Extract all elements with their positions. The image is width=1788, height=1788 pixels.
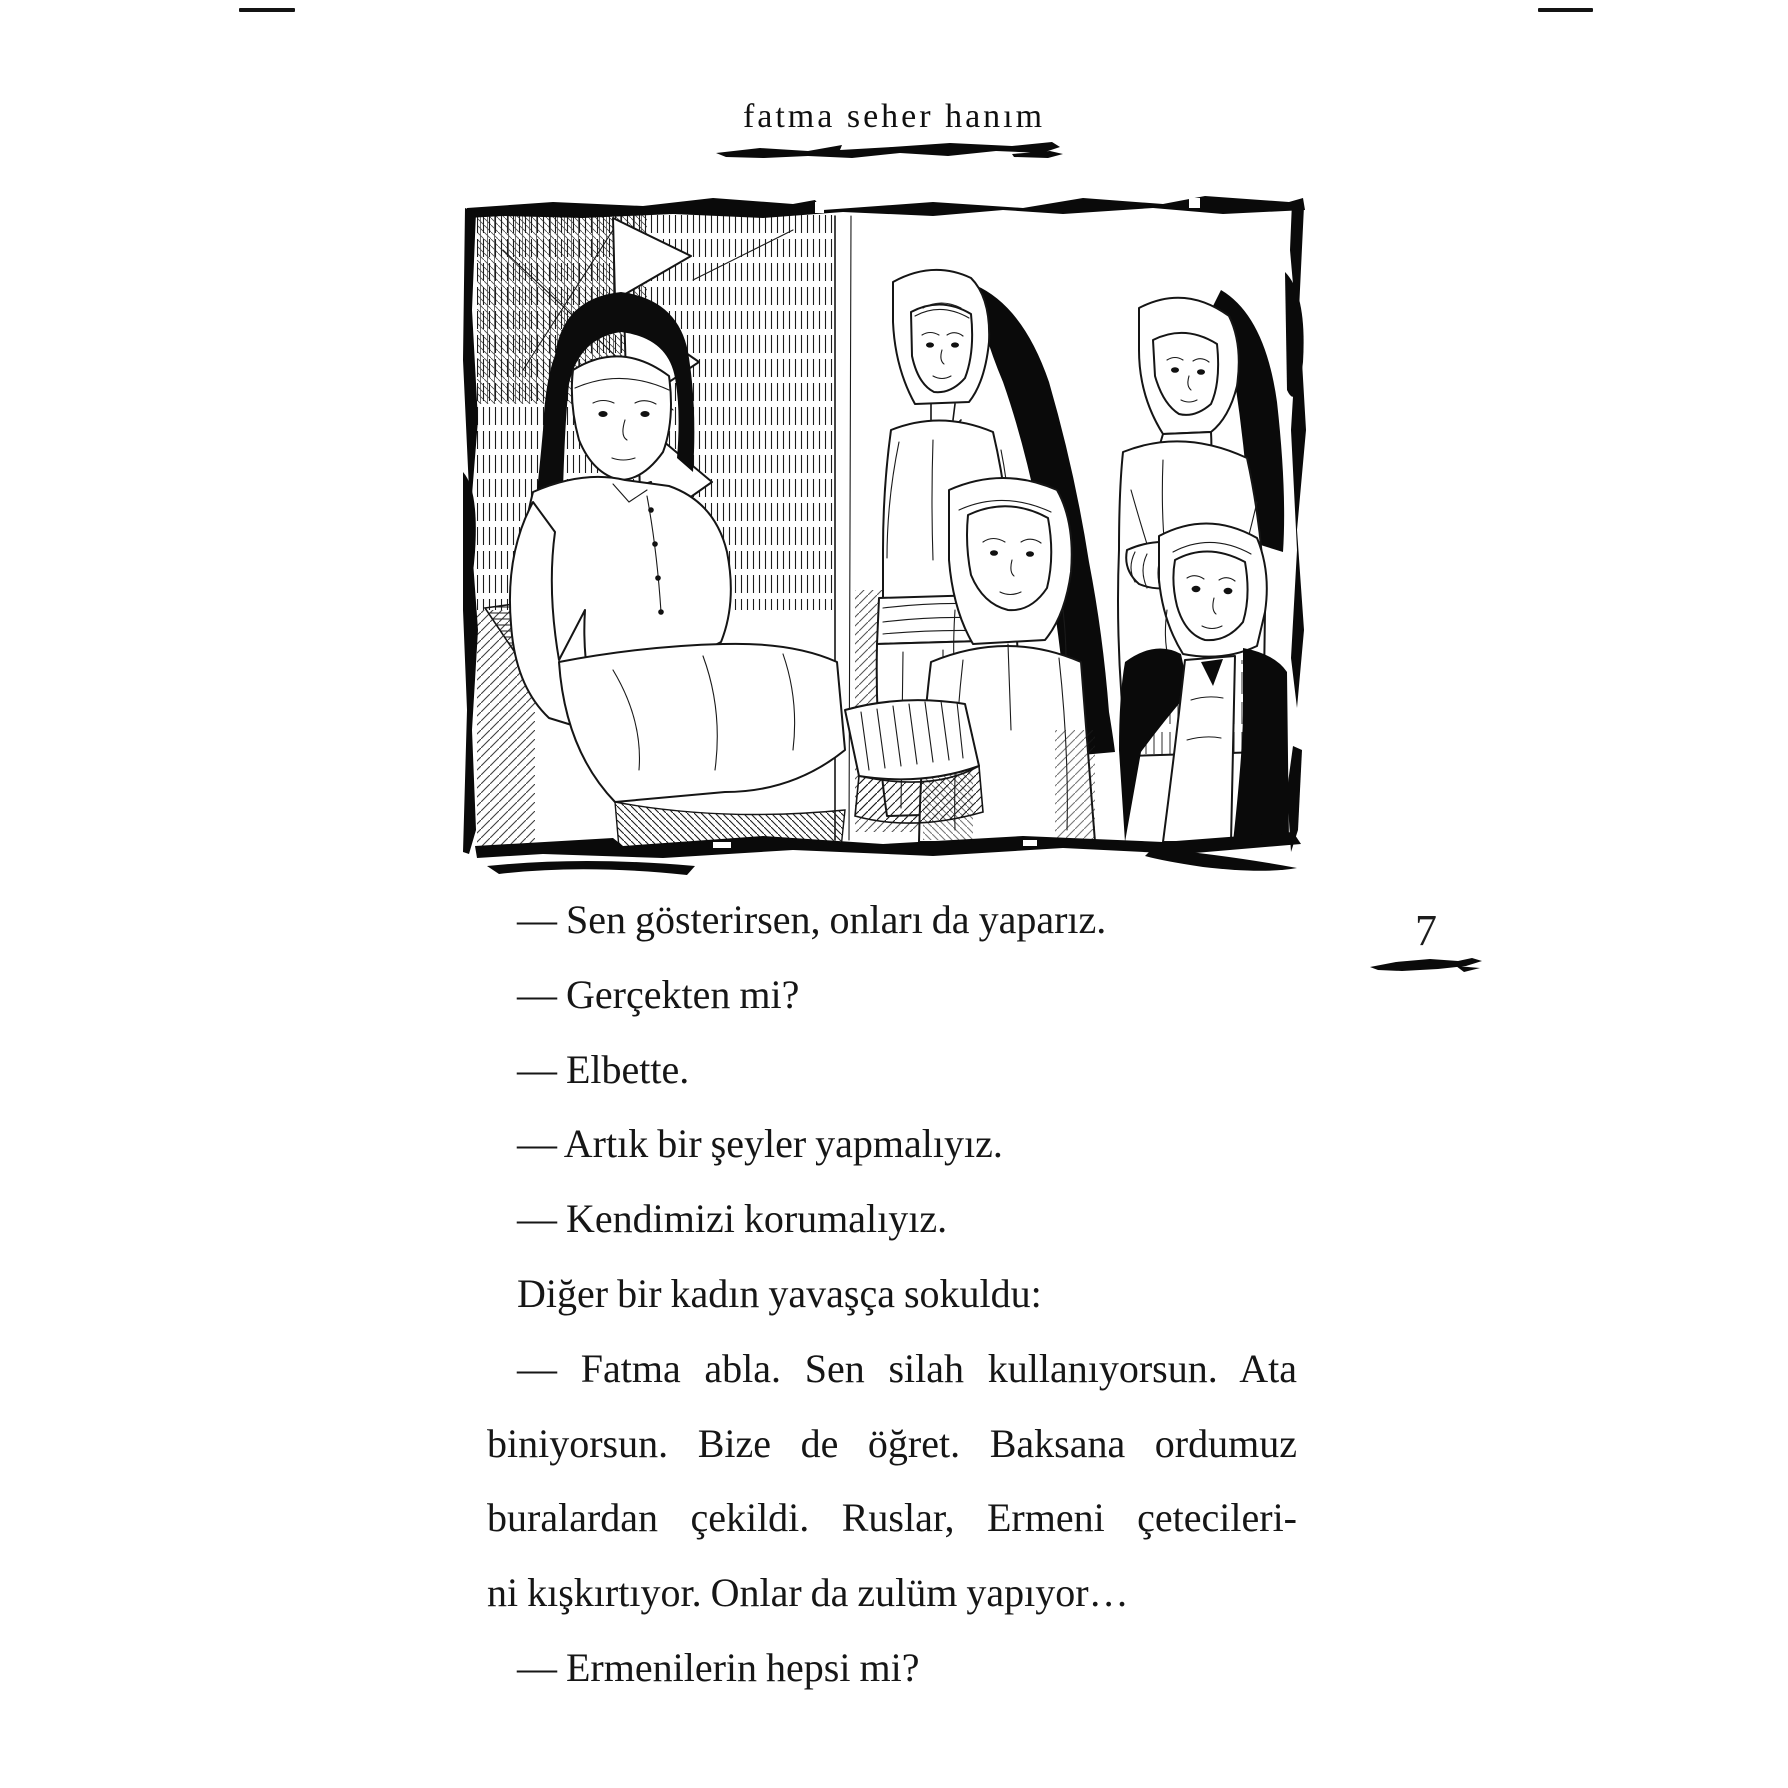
body-line: Diğer bir kadın yavaşça sokuldu: bbox=[517, 1270, 1042, 1316]
body-line: biniyorsun. Bize de öğret. Baksana ordumuz bbox=[487, 1420, 1297, 1466]
body-line: — Gerçekten mi? bbox=[517, 971, 800, 1017]
running-header-title: fatma seher hanım bbox=[742, 98, 1046, 135]
body-text-block bbox=[487, 883, 1297, 1706]
body-line: — Sen gösterirsen, onları da yaparız. bbox=[517, 897, 1107, 942]
body-line: buralardan çekildi. Ruslar, Ermeni çetecileri- bbox=[487, 1495, 1297, 1541]
crop-mark-top-right bbox=[1538, 8, 1593, 12]
story-illustration bbox=[463, 190, 1309, 884]
body-line: — Artık bir şeyler yapmalıyız. bbox=[517, 1121, 1003, 1167]
page-number: 7 bbox=[1415, 906, 1437, 955]
crop-mark-top-left bbox=[239, 8, 295, 12]
brush-underline-icon bbox=[712, 138, 1064, 164]
body-line: — Kendimizi korumalıyız. bbox=[517, 1196, 948, 1242]
body-line: ni kışkırtıyor. Onlar da zulüm yapıyor… bbox=[487, 1570, 1129, 1616]
body-line: — Elbette. bbox=[517, 1046, 690, 1092]
body-line: — Fatma abla. Sen silah kullanıyorsun. Ata bbox=[517, 1345, 1297, 1391]
body-line: — Ermenilerin hepsi mi? bbox=[517, 1644, 920, 1690]
page-number-underline-icon bbox=[1368, 954, 1486, 976]
